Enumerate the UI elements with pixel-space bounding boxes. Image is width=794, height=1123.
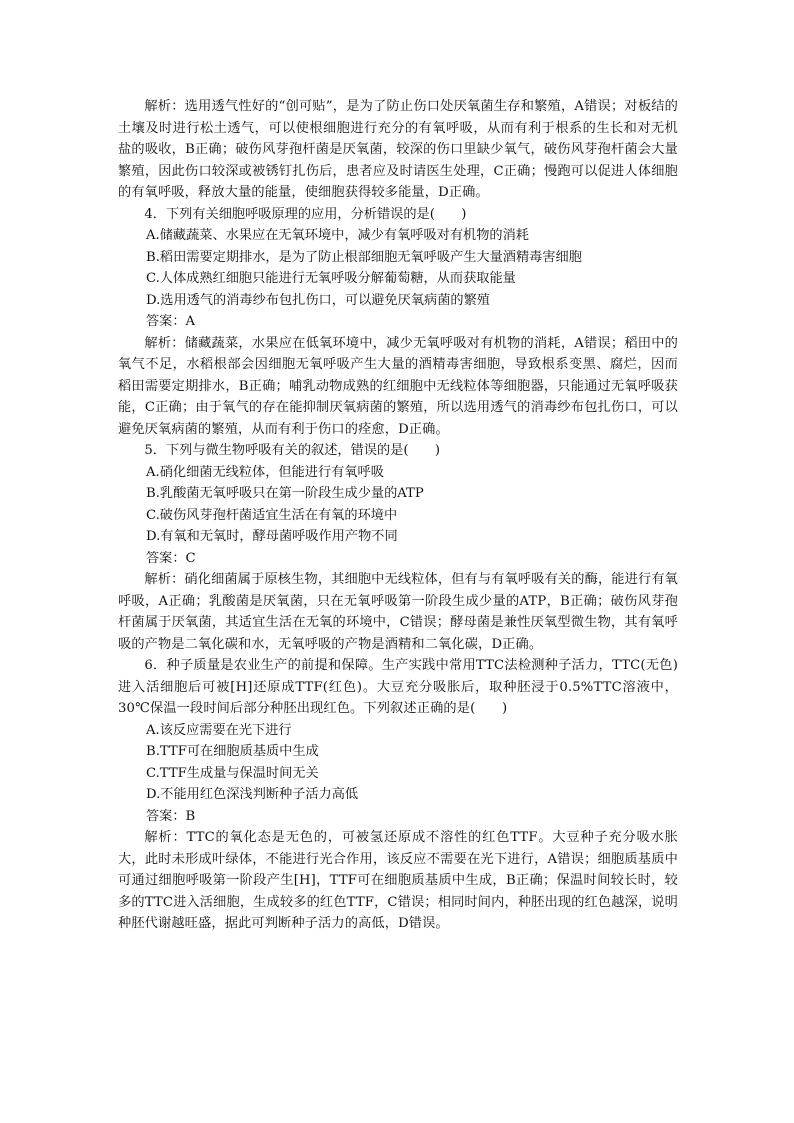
question-4-answer: 答案：A: [146, 314, 196, 329]
question-6-option-b: B.TTF可在细胞质基质中生成: [146, 744, 319, 759]
question-6-option-a: A.该反应需要在光下进行: [146, 722, 292, 738]
question-5-explanation: 解析：硝化细菌属于原核生物，其细胞中无线粒体，但有与有氧呼吸有关的酶，能进行有氧呼吸，A正确；乳酸菌是厌氧菌，只在无氧呼吸第一阶段生成少量的ATP，B正确；破伤风芽孢杆菌属于厌氧菌，其适宜生活在无氧的环境中，C错误；酵母菌是兼性厌氧型微生物，其有氧呼吸的产物是二氧化碳和水，无氧呼吸的产物是酒精和二氧化碳，D正确。: [118, 572, 678, 652]
question-6-answer: 答案：B: [146, 808, 196, 824]
explanation-q3: 解析：选用透气性好的“创可贴”，是为了防止伤口处厌氧菌生存和繁殖，A错误；对板结的土壤及时进行松土透气，可以使根细胞进行充分的有氧呼吸，从而有利于根系的生长和对无机盐的吸收，B正确；破伤风芽孢杆菌是厌氧菌，较深的伤口里缺少氧气，破伤风芽孢杆菌会大量繁殖，因此伤口较深或被锈钉扎伤后，患者应及时请医生处理，C正确；慢跑可以促进人体细胞的有氧呼吸，释放大量的能量，使细胞获得较多能量，D正确。: [118, 99, 678, 200]
question-4-option-c: C.人体成熟红细胞只能进行无氧呼吸分解葡萄糖，从而获取能量: [146, 271, 516, 286]
question-6-explanation: 解析：TTC的氧化态是无色的，可被氢还原成不溶性的红色TTF。大豆种子充分吸水胀大，此时未形成叶绿体，不能进行光合作用，该反应不需要在光下进行，A错误；细胞质基质中可通过细胞呼吸第一阶段产生[H]，TTF可在细胞质基质中生成，B正确；保温时间较长时，较多的TTC进入活细胞，生成较多的红色TTF，C错误；相同时间内，种胚出现的红色越深，说明种胚代谢越旺盛，据此可判断种子活力的高低，D错误。: [118, 830, 678, 931]
question-4-option-b: B.稻田需要定期排水，是为了防止根部细胞无氧呼吸产生大量酒精毒害细胞: [146, 249, 582, 265]
question-4-explanation: 解析：储藏蔬菜，水果应在低氧环境中，减少无氧呼吸对有机物的消耗，A错误；稻田中的氧气不足，水稻根部会因细胞无氧呼吸产生大量的酒精毒害细胞，导致根系变黑、腐烂，因而稻田需要定期排水，B正确；哺乳动物成熟的红细胞中无线粒体等细胞器，只能通过无氧呼吸获能，C正确；由于氧气的存在能抑制厌氧病菌的繁殖，所以选用透气的消毒纱布包扎伤口，可以避免厌氧病菌的繁殖，从而有利于伤口的痊愈，D正确。: [118, 335, 678, 437]
question-5-stem: 5．下列与微生物呼吸有关的叙述，错误的是( ): [144, 443, 441, 458]
question-5-answer: 答案：C: [146, 550, 196, 566]
question-5-option-d: D.有氧和无氧时，酵母菌呼吸作用产物不同: [146, 529, 398, 544]
question-5-option-c: C.破伤风芽孢杆菌适宜生活在有氧的环境中: [146, 507, 398, 523]
document-body: [118, 96, 678, 935]
question-6-option-d: D.不能用红色深浅判断种子活力高低: [146, 787, 359, 802]
question-4-stem: 4．下列有关细胞呼吸原理的应用，分析错误的是( ): [144, 206, 467, 222]
question-5-option-b: B.乳酸菌无氧呼吸只在第一阶段生成少量的ATP: [146, 486, 424, 501]
question-6-option-c: C.TTF生成量与保温时间无关: [146, 765, 319, 781]
question-6-stem: 6．种子质量是农业生产的前提和保障。生产实践中常用TTC法检测种子活力，TTC(无色)进入活细胞后可被[H]还原成TTF(红色)。大豆充分吸胀后，取种胚浸于0.5%TTC溶液中，30℃保温一段时间后部分种胚出现红色。下列叙述正确的是( ): [118, 658, 678, 716]
question-5-option-a: A.硝化细菌无线粒体，但能进行有氧呼吸: [146, 464, 384, 480]
question-4-option-a: A.储藏蔬菜、水果应在无氧环境中，减少有氧呼吸对有机物的消耗: [146, 228, 529, 243]
question-4-option-d: D.选用透气的消毒纱布包扎伤口，可以避免厌氧病菌的繁殖: [146, 292, 490, 308]
